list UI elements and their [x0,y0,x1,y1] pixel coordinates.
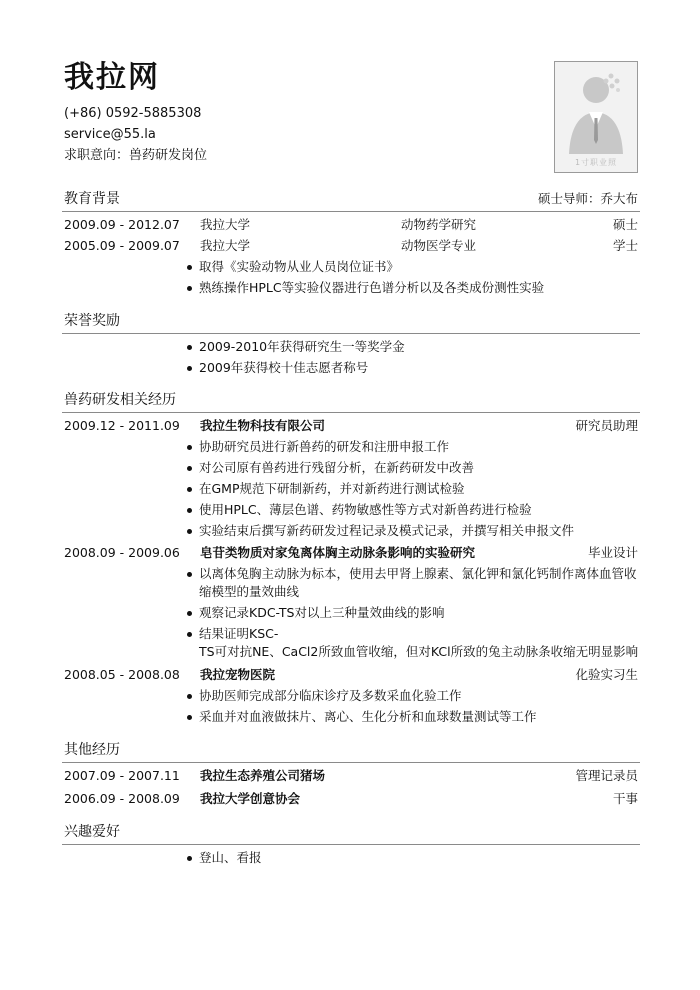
experience-organization: 皂苷类物质对家兔离体胸主动脉条影响的实验研究 [200,545,476,560]
hobbies-section-title: 兴趣爱好 [64,824,120,840]
experience-role: 毕业设计 [587,545,638,560]
section-divider [62,762,640,763]
honor-bullet: 2009-2010年获得研究生一等奖学金 [187,338,642,356]
person-silhouette-icon [555,62,637,172]
experience-bullet: 实验结束后撰写新药研发过程记录及模式记录，并撰写相关申报文件 [187,522,642,540]
job-objective: 求职意向：兽药研发岗位 [64,148,208,163]
experience-bullet: 以离体兔胸主动脉为标本，使用去甲肾上腺素、氯化钾和氯化钙制作离体血管收 缩模型的量效曲线 [187,565,642,601]
education-date: 2005.09 - 2009.07 [64,238,180,253]
other-date: 2006.09 - 2008.09 [64,791,180,806]
other-section-title: 其他经历 [64,742,120,758]
experience-entry-header [64,544,638,562]
bullet-icon [187,694,192,699]
advisor-label: 硕士导师：乔大布 [537,191,638,206]
education-school: 我拉大学 [200,238,251,253]
photo-size-label: 1寸职业照 [574,158,618,167]
other-role: 管理记录员 [575,768,638,783]
experience-date: 2008.09 - 2009.06 [64,545,180,560]
experience-bullet-continuation: TS可对抗NE、CaCl2所致血管收缩，但对KCl所致的兔主动脉条收缩无明显影响 [199,644,639,659]
education-date: 2009.09 - 2012.07 [64,217,180,232]
education-row [64,237,638,255]
education-major: 动物医学专业 [401,238,477,253]
phone-number: (+86) 0592-5885308 [64,106,202,121]
bullet-icon [187,445,192,450]
experience-bullet: 对公司原有兽药进行残留分析，在新药研发中改善 [187,459,642,477]
other-experience-row [64,790,638,808]
experience-date: 2009.12 - 2011.09 [64,418,180,433]
other-date: 2007.09 - 2007.11 [64,768,180,783]
other-experience-row [64,767,638,785]
experience-bullet: 协助医师完成部分临床诊疗及多数采血化验工作 [187,687,642,705]
section-divider [62,333,640,334]
bullet-icon [187,345,192,350]
experience-entry-header [64,666,638,684]
bullet-icon [187,466,192,471]
bullet-icon [187,611,192,616]
education-bullet: 熟练操作HPLC等实验仪器进行色谱分析以及各类成份测性实验 [187,279,642,297]
honors-section-title: 荣誉奖励 [64,313,120,329]
profile-photo-placeholder [554,61,638,173]
experience-organization: 我拉生物科技有限公司 [200,418,326,433]
experience-bullet: 结果证明KSC- [187,625,642,643]
other-role: 干事 [612,791,638,806]
bullet-icon [187,856,192,861]
hobby-bullet: 登山、看报 [187,849,642,867]
bullet-icon [187,529,192,534]
experience-bullet: 在GMP规范下研制新药，并对新药进行测试检验 [187,480,642,498]
candidate-name: 我拉网 [64,60,160,95]
experience-bullet: 使用HPLC、薄层色谱、药物敏感性等方式对新兽药进行检验 [187,501,642,519]
experience-role: 研究员助理 [575,418,638,433]
section-divider [62,412,640,413]
bullet-icon [187,265,192,270]
education-major: 动物药学研究 [401,217,477,232]
experience-bullet: 协助研究员进行新兽药的研发和注册申报工作 [187,438,642,456]
bullet-icon [187,487,192,492]
honor-bullet: 2009年获得校十佳志愿者称号 [187,359,642,377]
section-divider [62,844,640,845]
bullet-icon [187,366,192,371]
education-bullet: 取得《实验动物从业人员岗位证书》 [187,258,642,276]
experience-entry-header [64,417,638,435]
experience-organization: 我拉宠物医院 [200,667,276,682]
email-address: service@55.la [64,127,156,142]
education-degree: 硕士 [612,217,638,232]
bullet-icon [187,508,192,513]
education-section-title: 教育背景 [64,191,120,207]
bullet-icon [187,632,192,637]
experience-section-title: 兽药研发相关经历 [64,392,176,408]
education-school: 我拉大学 [200,217,251,232]
education-row [64,216,638,234]
experience-role: 化验实习生 [575,667,638,682]
bullet-icon [187,572,192,577]
other-organization: 我拉大学创意协会 [200,791,301,806]
experience-bullet: 观察记录KDC-TS对以上三种量效曲线的影响 [187,604,642,622]
bullet-icon [187,286,192,291]
section-divider [62,211,640,212]
education-degree: 学士 [612,238,638,253]
experience-bullet: 采血并对血液做抹片、离心、生化分析和血球数量测试等工作 [187,708,642,726]
experience-date: 2008.05 - 2008.08 [64,667,180,682]
other-organization: 我拉生态养殖公司猪场 [200,768,326,783]
bullet-icon [187,715,192,720]
